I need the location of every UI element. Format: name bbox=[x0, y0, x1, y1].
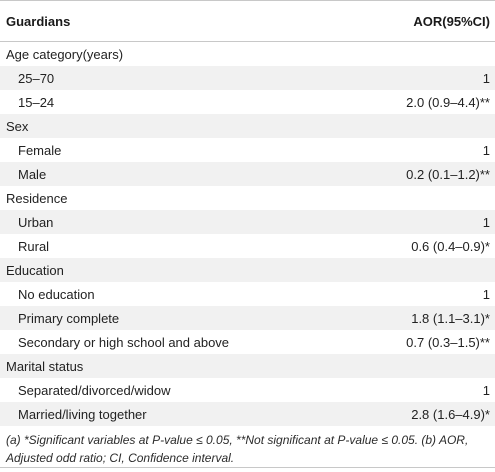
row-label: 25–70 bbox=[18, 70, 55, 86]
category-label: Age category(years) bbox=[6, 46, 124, 62]
row-value: 1 bbox=[482, 214, 490, 230]
footnote: (a) *Significant variables at P-value ≤ 0.05, **Not significant at P-value ≤ 0.05. (b) AOR, Adjusted odd ratio; CI, Confidence interval. bbox=[6, 433, 469, 465]
row-label: Female bbox=[18, 142, 62, 158]
table-row bbox=[0, 282, 495, 306]
row-label: Married/living together bbox=[18, 406, 147, 422]
row-value: 0.2 (0.1–1.2)** bbox=[406, 166, 490, 182]
row-value: 2.0 (0.9–4.4)** bbox=[406, 94, 490, 110]
table-row bbox=[0, 402, 495, 426]
row-label: Urban bbox=[18, 214, 54, 230]
table-row bbox=[0, 66, 495, 90]
header-aor: AOR(95%CI) bbox=[413, 13, 490, 29]
table-row bbox=[0, 162, 495, 186]
row-value: 1.8 (1.1–3.1)* bbox=[411, 310, 490, 326]
row-label: No education bbox=[18, 286, 95, 302]
category-label: Marital status bbox=[6, 358, 84, 374]
category-label: Residence bbox=[6, 190, 68, 206]
table-row bbox=[0, 378, 495, 402]
table-body bbox=[0, 42, 495, 426]
row-value: 1 bbox=[482, 382, 490, 398]
table-row bbox=[0, 306, 495, 330]
table-row bbox=[0, 234, 495, 258]
row-value: 1 bbox=[482, 70, 490, 86]
row-value: 0.6 (0.4–0.9)* bbox=[411, 238, 490, 254]
category-row bbox=[0, 258, 495, 282]
row-value: 1 bbox=[482, 142, 490, 158]
table-row bbox=[0, 138, 495, 162]
category-label: Education bbox=[6, 262, 64, 278]
row-label: Male bbox=[18, 166, 47, 182]
row-label: Separated/divorced/widow bbox=[18, 382, 171, 398]
category-label: Sex bbox=[6, 118, 29, 134]
category-row bbox=[0, 114, 495, 138]
row-label: Rural bbox=[18, 238, 50, 254]
row-value: 2.8 (1.6–4.9)* bbox=[411, 406, 490, 422]
header-guardians: Guardians bbox=[6, 13, 71, 29]
row-value: 0.7 (0.3–1.5)** bbox=[406, 334, 490, 350]
table-row bbox=[0, 330, 495, 354]
table-row bbox=[0, 210, 495, 234]
category-row bbox=[0, 354, 495, 378]
row-label: Secondary or high school and above bbox=[18, 334, 230, 350]
row-value: 1 bbox=[482, 286, 490, 302]
category-row bbox=[0, 186, 495, 210]
table-footer bbox=[0, 426, 495, 468]
row-label: 15–24 bbox=[18, 94, 55, 110]
table-row bbox=[0, 90, 495, 114]
table-header bbox=[0, 0, 495, 42]
category-row bbox=[0, 42, 495, 66]
row-label: Primary complete bbox=[18, 310, 120, 326]
